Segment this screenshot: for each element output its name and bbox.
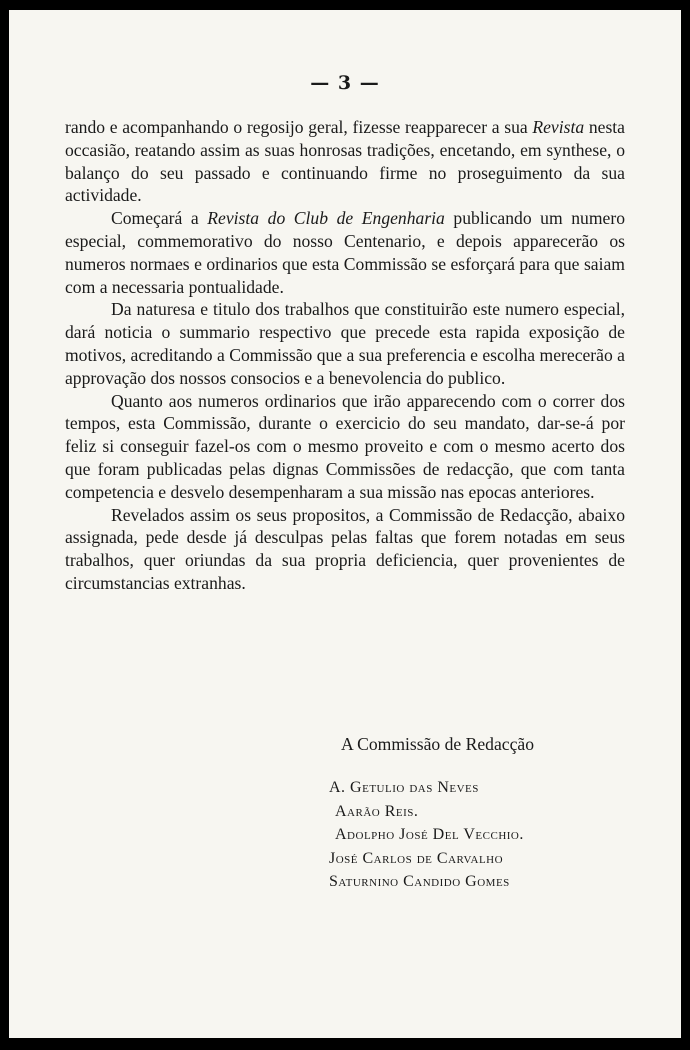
signatory-5: Saturnino Candido Gomes — [329, 873, 510, 890]
signatory-4: José Carlos de Carvalho — [329, 849, 504, 867]
body-text — [65, 116, 625, 595]
paragraph-1-text-b: nesta occasião, reatando assim as suas honrosas tradições, encetando, em synthese, o balanço do seu passado e continuando firme no proseguimento da sua actividade. — [65, 117, 625, 206]
paragraph-2-italic-title: Revista do Club de Engenharia — [207, 208, 445, 229]
paragraph-1-text-a: rando e acompanhando o regosijo geral, fizesse reapparecer a sua — [65, 117, 533, 137]
signatory-2: Aarão Reis. — [335, 802, 419, 820]
paragraph-1-italic-revista: Revista — [532, 117, 585, 137]
paragraph-2 — [65, 207, 625, 298]
signatory-1: A. Getulio das Neves — [329, 779, 479, 796]
document-page — [9, 10, 681, 1038]
paragraph-4-text: Quanto aos numeros ordinarios que irão apparecendo com o correr dos tempos, esta Commissão, durante o exercicio do seu mandato, dar-se-á por feliz si conseguir fazel-os com o mesmo proveito e com o mesmo acerto dos que foram publicadas pelas dignas Commissões de redacção, que com tanta competencia e desvelo desempenharam a sua missão nas epocas anteriores. — [65, 390, 625, 502]
paragraph-1 — [65, 116, 625, 207]
paragraph-5-text: Revelados assim os seus propositos, a Commissão de Redacção, abaixo assignada, pede desde já desculpas pelas faltas que forem notadas em seus trabalhos, quer oriundas da sua propria deficiencia, quer provenientes de circumstancias extranhas. — [65, 504, 625, 593]
paragraph-5 — [65, 504, 625, 595]
paragraph-3-text: Da naturesa e titulo dos trabalhos que constituirão este numero especial, dará noticia o summario respectivo que precede esta rapida exposição de motivos, acreditando a Commissão que a sua preferencia e escolha merecerão a approvação dos nossos consocios e a benevolencia do publico. — [65, 299, 625, 388]
page-number: — 3 — — [310, 72, 380, 94]
signatories-list — [329, 776, 524, 894]
paragraph-4 — [65, 390, 625, 504]
paragraph-3 — [65, 298, 625, 389]
paragraph-2-text-b: publicando um numero especial, commemorativo do nosso Centenario, e depois apparecerão os numeros normaes e ordinarios que esta Commissão se esforçará para que saiam com a necessaria pontualidade. — [65, 208, 625, 297]
signoff: A Commissão de Redacção — [341, 734, 534, 754]
signatory-3: Adolpho José Del Vecchio. — [335, 826, 524, 843]
paragraph-2-text-a: Começará a — [111, 208, 208, 229]
